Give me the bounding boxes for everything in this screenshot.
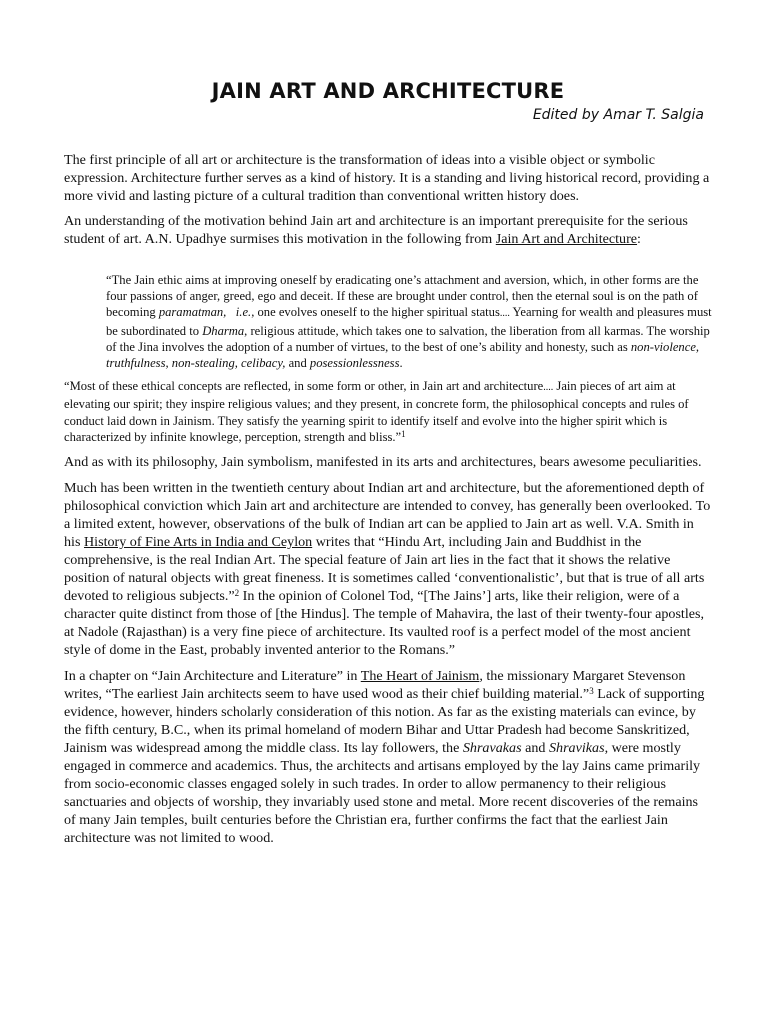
paragraph-emphasis: Shravikas [548, 740, 605, 757]
quote-text: , one evolves oneself to the higher spiritual status [251, 305, 500, 320]
paragraph-text: In the opinion of Colonel Tod, “[The Jains’] arts, like their religion, were of a character quite distinct from those of [the Hindus]. The temple of Mahavira, the last of their twenty-four apostles, at Nadole (Rajasthan) is a very fine piece of architecture. Its vaulted roof is a perfect model of the most ancient style of dome in the East, probably invented anterior to the Romans.” [64, 588, 705, 659]
paragraph-text: In a chapter on “Jain Architecture and Literature” in [64, 668, 361, 685]
quote-text: and [285, 356, 310, 371]
paragraph-motivation-end: : [637, 231, 641, 247]
quote-text: . [399, 356, 403, 371]
block-quote-upadhye [106, 272, 712, 371]
quote-text: “The Jain ethic aims at improving oneself by eradicating one’s attachment and aversion, which, in other forms are the four passions of anger, greed, ego and deceit. If these are brought under control, then the eternal soul is on the path of becoming [106, 273, 699, 320]
paragraph-text: Much has been written in the twentieth century about Indian art and architecture, but the aforementioned depth of philosophical conviction which Jain art and architecture are intended to convey, has generally been overlooked. To a limited extent, however, observations of the bulk of Indian art can be applied to Jain art as well. V.A. Smith in his [64, 480, 711, 551]
quote-continuation [64, 378, 712, 445]
paragraph-indian-art [64, 479, 712, 659]
paragraph-motivation-text: An understanding of the motivation behind Jain art and architecture is an important prerequisite for the serious student of art. A.N. Upadhye surmises this motivation in the following from [64, 213, 688, 247]
paragraph-text: , the missionary Margaret Stevenson writes, “The earliest Jain architects seem to have used wood as their chief building material.” [64, 668, 686, 703]
paragraph-heart-of-jainism [64, 667, 712, 847]
paragraph-text: , were mostly engaged in commerce and academics. Thus, the architects and artisans employed by the lay Jains came primarily from socio-economic classes engaged solely in such trades. In order to allow permanency to their religious sanctuaries and objects of worship, they invariably used stone and metal. More recent discoveries of the remains of many Jain temples, built centuries before the Christian era, further confirms the fact that the earliest Jain architecture was not limited to wood. [64, 740, 701, 847]
link-history-of-fine-arts[interactable]: History of Fine Arts in India and Ceylon [83, 534, 313, 551]
quote-ellipsis: .... [499, 308, 510, 320]
document-page [64, 76, 712, 847]
quote-text: “Most of these ethical concepts are reflected, in some form or other, in Jain art and architecture [64, 379, 544, 394]
footnote-marker-3[interactable]: 3 [589, 686, 594, 697]
footnote-marker-1[interactable]: 1 [401, 428, 406, 439]
editor-credit: Edited by Amar T. Salgia [532, 107, 704, 123]
paragraph-symbolism: And as with its philosophy, Jain symbolism, manifested in its arts and architectures, bears awesome peculiarities. [64, 454, 702, 471]
quote-text: , religious attitude, which takes one to salvation, the liberation from all karmas. The worship of the Jina involves the adoption of a number of virtues, to the best of one’s ability and honesty, such as [106, 323, 710, 354]
paragraph-text: and [521, 740, 549, 757]
paragraph-text: Lack of supporting evidence, however, hinders scholarly consideration of this notion. As far as the existing materials can evince, by the fifth century, B.C., when its primal homeland of modern Bihar and Uttar Pradesh had become Sanskritized, Jainism was widespread among the middle class. Its lay followers, the [64, 686, 705, 757]
paragraph-text: writes that “Hindu Art, including Jain and Buddhist in the comprehensive, is the real Indian Art. The special feature of Jain art lies in the fact that it shows the relative position of natural objects with great fineness. It is sometimes called ‘conventionalistic’, but that is true of all arts devoted to religious subjects.” [64, 534, 705, 605]
quote-emphasis: paramatman, [158, 305, 227, 320]
quote-emphasis: i.e. [235, 305, 252, 320]
paragraph-intro: The first principle of all art or architecture is the transformation of ideas into a visible object or symbolic expression. Architecture further serves as a kind of history. It is a standing and living historical record, providing a more vivid and lasting picture of a cultural tradition than conventional written history does. [64, 152, 710, 204]
document-title: JAIN ART AND ARCHITECTURE [211, 79, 565, 103]
quote-text: Jain pieces of art aim at elevating our spirit; they inspire religious values; and they present, in concrete form, the philosophical concepts and rules of conduct laid down in Jainism. They satisfy the yearning spirit to identify itself and evolve into the higher spirit which is characterized by infinite knowlege, perception, strength and bliss.” [64, 379, 689, 444]
link-heart-of-jainism[interactable]: The Heart of Jainism [360, 668, 480, 685]
quote-text [226, 305, 235, 319]
footnote-marker-2[interactable]: 2 [234, 588, 240, 599]
paragraph-emphasis: Shravakas [462, 740, 522, 757]
quote-emphasis: posessionlessness [309, 356, 400, 371]
quote-text: Yearning for wealth and pleasures must be subordinated to [106, 305, 712, 338]
link-jain-art-and-architecture[interactable]: Jain Art and Architecture [495, 231, 638, 247]
quote-emphasis: Dharma [202, 323, 245, 338]
quote-emphasis: non-violence, truthfulness, non-stealing, celibacy, [106, 339, 700, 371]
paragraph-motivation [64, 212, 712, 248]
quote-ellipsis: .... [543, 382, 554, 394]
